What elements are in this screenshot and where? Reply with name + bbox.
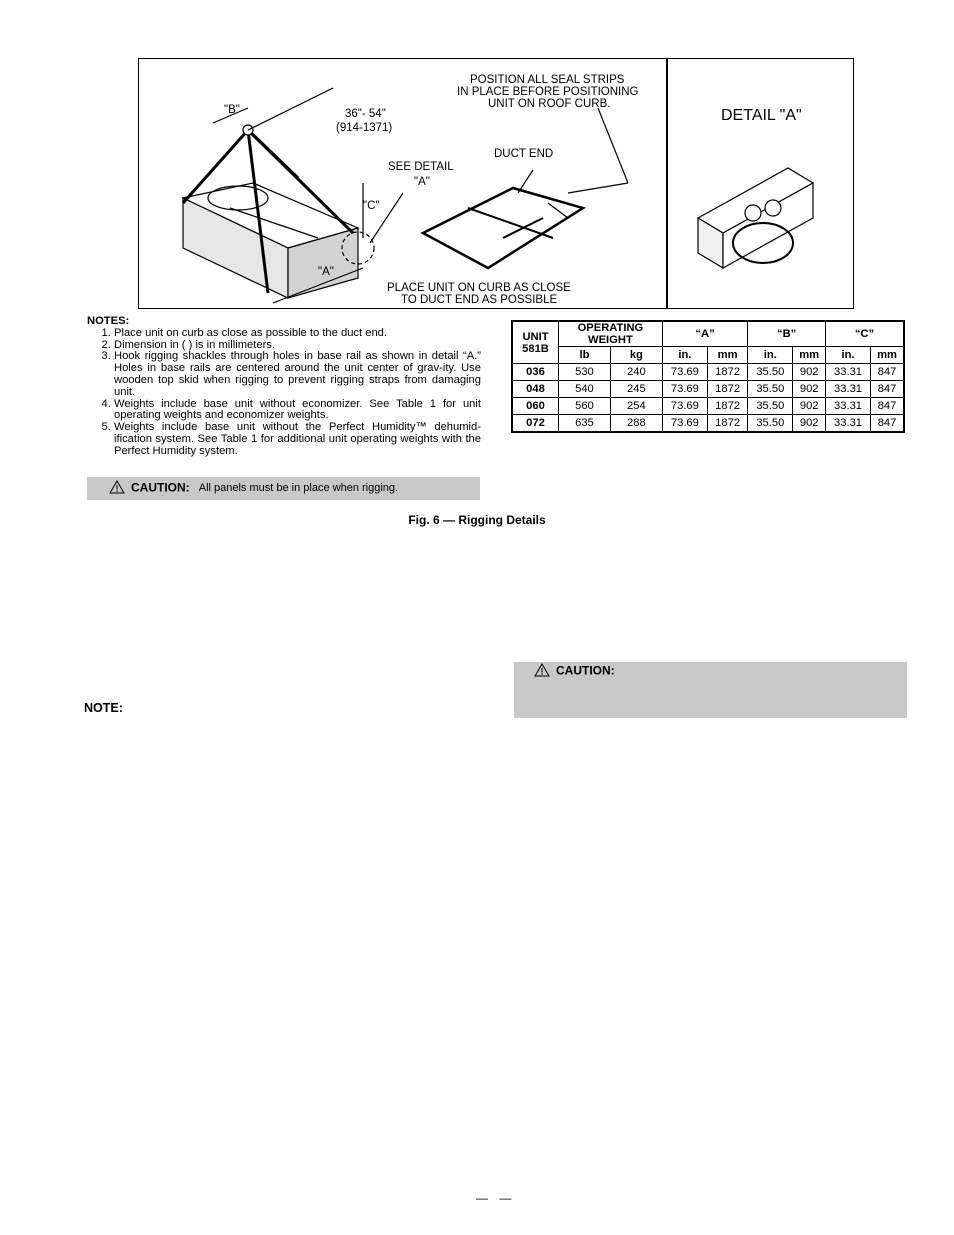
- label-place-2: TO DUCT END AS POSSIBLE: [401, 294, 558, 306]
- value-cell: 635: [559, 415, 611, 433]
- header-in-b: in.: [748, 347, 793, 364]
- table-row: [512, 398, 904, 415]
- dimension-line: [248, 88, 333, 130]
- label-b: "B": [224, 104, 240, 116]
- detail-title: DETAIL "A": [721, 107, 802, 124]
- value-cell: 902: [793, 415, 826, 433]
- header-lb: lb: [559, 347, 611, 364]
- value-cell: 33.31: [825, 398, 870, 415]
- value-cell: 1872: [707, 381, 747, 398]
- warning-icon: [109, 480, 125, 497]
- header-mm-b: mm: [793, 347, 826, 364]
- note-item: 5. Weights include base unit without the Perfect Humidity™ dehumid-ification system. See Table 1 for additional unit operating weights with the Perfect Humidity system.: [114, 422, 481, 457]
- value-cell: 73.69: [662, 415, 707, 433]
- label-c: "C": [363, 200, 380, 212]
- value-cell: 35.50: [748, 364, 793, 381]
- caution-title: CAUTION:: [556, 663, 615, 678]
- value-cell: 540: [559, 381, 611, 398]
- value-cell: 560: [559, 398, 611, 415]
- notes-title: NOTES:: [87, 315, 130, 327]
- value-cell: 35.50: [748, 415, 793, 433]
- note-item: 2. Dimension in ( ) is in millimeters.: [114, 340, 481, 352]
- caution-rigging-box: [87, 477, 480, 500]
- header-weight: OPERATING WEIGHT: [559, 321, 663, 347]
- header-a: “A”: [662, 321, 747, 347]
- value-cell: 902: [793, 381, 826, 398]
- page-number: — —: [476, 1191, 516, 1205]
- value-cell: 847: [871, 398, 904, 415]
- table-row: [512, 415, 904, 433]
- note-label: NOTE:: [84, 701, 123, 715]
- header-mm-a: mm: [707, 347, 747, 364]
- caution-title: CAUTION:: [131, 480, 190, 495]
- warning-icon: [534, 663, 550, 680]
- unit-cell: 048: [512, 381, 559, 398]
- value-cell: 33.31: [825, 381, 870, 398]
- table-row: [512, 381, 904, 398]
- note-item: 4. Weights include base unit without economizer. See Table 1 for unit operating weights and economizer weights.: [114, 399, 481, 423]
- value-cell: 288: [610, 415, 662, 433]
- label-seal-3: UNIT ON ROOF CURB.: [488, 98, 611, 110]
- note-item: 1. Place unit on curb as close as possible to the duct end.: [114, 328, 481, 340]
- value-cell: 73.69: [662, 381, 707, 398]
- label-distance-mm: (914-1371): [336, 122, 393, 134]
- label-a: "A": [318, 266, 334, 278]
- value-cell: 847: [871, 364, 904, 381]
- label-seal-1: POSITION ALL SEAL STRIPS: [470, 74, 625, 86]
- value-cell: 902: [793, 398, 826, 415]
- caution-box: [514, 662, 907, 718]
- value-cell: 35.50: [748, 398, 793, 415]
- unit-cell: 072: [512, 415, 559, 433]
- label-seal-2: IN PLACE BEFORE POSITIONING: [457, 86, 639, 98]
- value-cell: 73.69: [662, 364, 707, 381]
- label-distance: 36"- 54": [345, 108, 386, 120]
- label-duct-end: DUCT END: [494, 148, 554, 160]
- header-kg: kg: [610, 347, 662, 364]
- value-cell: 73.69: [662, 398, 707, 415]
- value-cell: 33.31: [825, 415, 870, 433]
- notes-section: [87, 316, 481, 458]
- unit-cell: 060: [512, 398, 559, 415]
- value-cell: 240: [610, 364, 662, 381]
- figure-caption: Fig. 6 — Rigging Details: [408, 513, 546, 527]
- header-mm-c: mm: [871, 347, 904, 364]
- caution-text: All panels must be in place when rigging.: [198, 482, 399, 495]
- value-cell: 33.31: [825, 364, 870, 381]
- value-cell: 1872: [707, 415, 747, 433]
- label-place-1: PLACE UNIT ON CURB AS CLOSE: [387, 282, 571, 294]
- header-in-c: in.: [825, 347, 870, 364]
- rigging-strap: [248, 130, 298, 178]
- rigging-table: [511, 320, 905, 433]
- value-cell: 847: [871, 415, 904, 433]
- value-cell: 847: [871, 381, 904, 398]
- roof-curb: [423, 188, 583, 268]
- value-cell: 254: [610, 398, 662, 415]
- header-in-a: in.: [662, 347, 707, 364]
- table-row: [512, 364, 904, 381]
- value-cell: 1872: [707, 398, 747, 415]
- label-see-detail: SEE DETAIL: [388, 161, 454, 173]
- value-cell: 902: [793, 364, 826, 381]
- note-item: 3. Hook rigging shackles through holes in base rail as shown in detail “A.” Holes in base rails are centered around the unit center of grav-ity. Use wooden top skid when rigging to prevent rigging straps from damaging unit.: [114, 351, 481, 398]
- header-c: “C”: [825, 321, 904, 347]
- value-cell: 245: [610, 381, 662, 398]
- rigging-table-body: [512, 364, 904, 433]
- header-unit: UNIT 581B: [512, 321, 559, 364]
- value-cell: 1872: [707, 364, 747, 381]
- notes-list: [87, 328, 481, 458]
- value-cell: 530: [559, 364, 611, 381]
- header-b: “B”: [748, 321, 826, 347]
- label-see-detail-a: "A": [414, 176, 430, 188]
- value-cell: 35.50: [748, 381, 793, 398]
- unit-cell: 036: [512, 364, 559, 381]
